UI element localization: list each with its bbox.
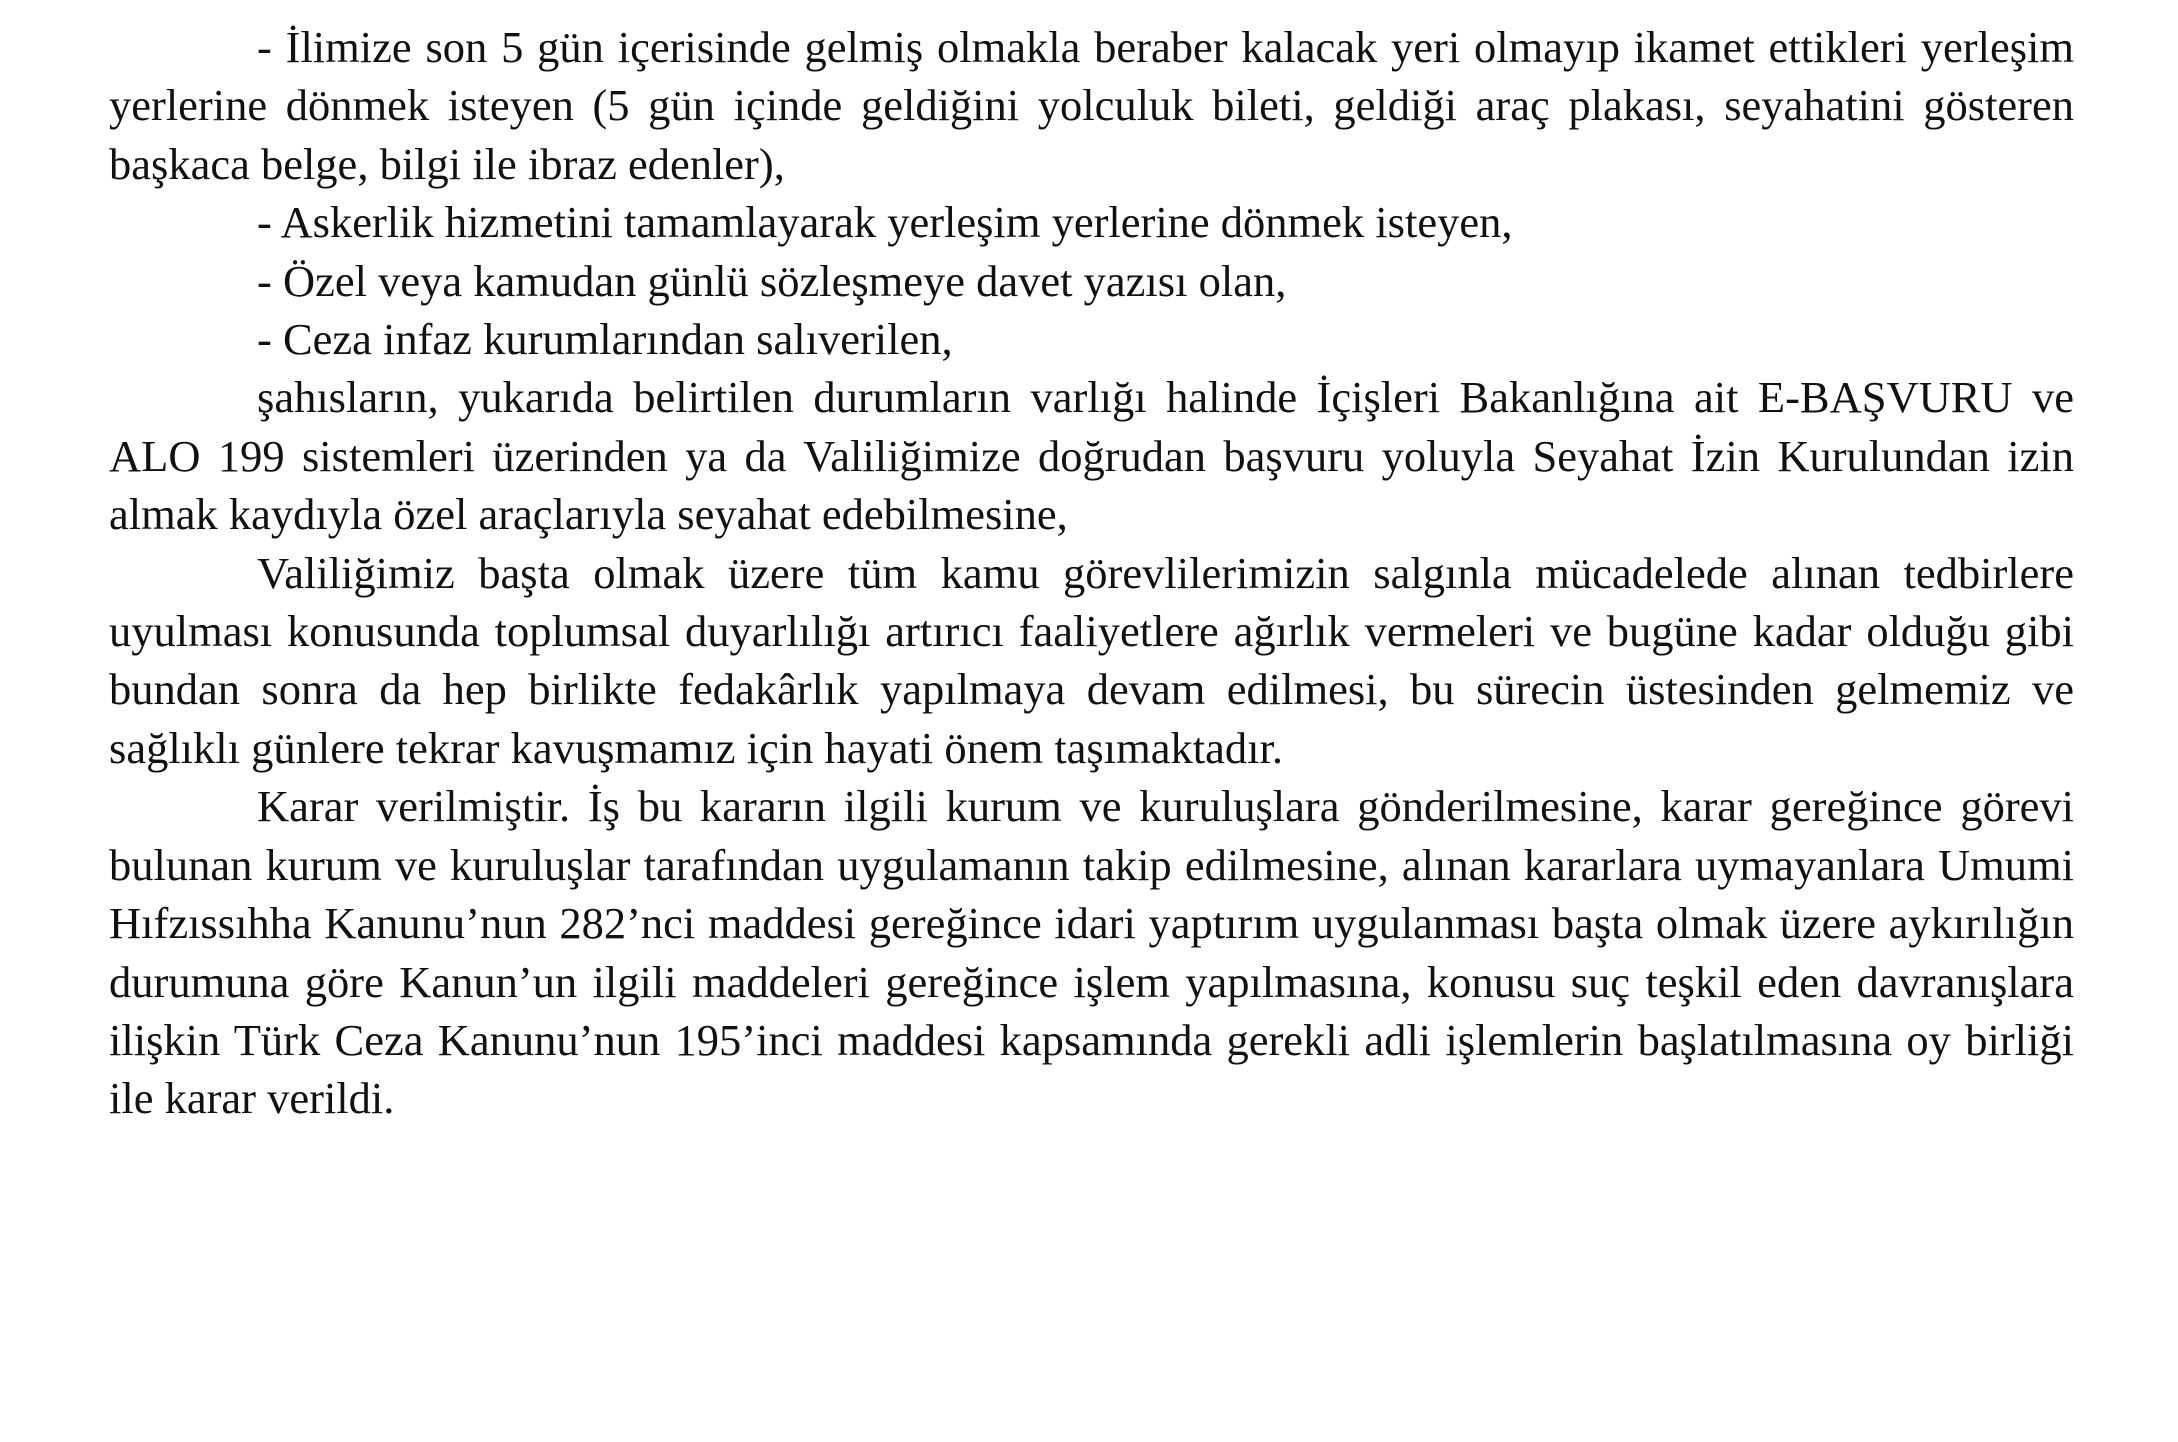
paragraph-decision: Karar verilmiştir. İş bu kararın ilgili kurum ve kuruluşlara gönderilmesine, karar gereğince görevi bulunan kurum ve kuruluşlar tarafından uygulamanın takip edilmesine, alınan kararlara uymayanlara Umumi Hıfzıssıhha Kanunu’nun 282’nci maddesi gereğince idari yaptırım uygulanması başta olmak üzere aykırılığın durumuna göre Kanun’un ilgili maddeleri gereğince işlem yapılmasına, konusu suç teşkil eden davranışlara ilişkin Türk Ceza Kanunu’nun 195’inci maddesi kapsamında gerekli adli işlemlerin başlatılmasına oy birliği ile karar verildi.	[109, 781, 2074, 1124]
paragraph-arrivals-within-5-days: - İlimize son 5 gün içerisinde gelmiş olmakla beraber kalacak yeri olmayıp ikamet ettikleri yerleşim yerlerine dönmek isteyen (5 gün içinde geldiğini yolculuk bileti, geldiği araç plakası, seyahatini gösteren başkaca belge, bilgi ile ibraz edenler),	[109, 22, 2074, 189]
paragraph-public-awareness: Valiliğimiz başta olmak üzere tüm kamu görevlilerimizin salgınla mücadelede alınan tedbirlere uyulması konusunda toplumsal duyarlılığı artırıcı faaliyetlere ağırlık vermeleri ve bugüne kadar olduğu gibi bundan sonra da hep birlikte fedakârlık yapılmaya devam edilmesi, bu sürecin üstesinden gelmemiz ve sağlıklı günlere tekrar kavuşmamız için hayati önem taşımaktadır.	[109, 547, 2074, 773]
paragraph-travel-permission: şahısların, yukarıda belirtilen durumların varlığı halinde İçişleri Bakanlığına ait E-BAŞVURU ve ALO 199 sistemleri üzerinden ya da Valiliğimize doğrudan başvuru yoluyla Seyahat İzin Kurulundan izin almak kaydıyla özel araçlarıyla seyahat edebilmesine,	[109, 372, 2074, 540]
paragraph-contract-invitation: - Özel veya kamudan günlü sözleşmeye davet yazısı olan,	[257, 255, 1287, 306]
document-body	[109, 18, 2074, 1128]
paragraph-military-service: - Askerlik hizmetini tamamlayarak yerleşim yerlerine dönmek isteyen,	[257, 197, 1513, 248]
paragraph-released-from-prison: - Ceza infaz kurumlarından salıverilen,	[257, 314, 953, 365]
